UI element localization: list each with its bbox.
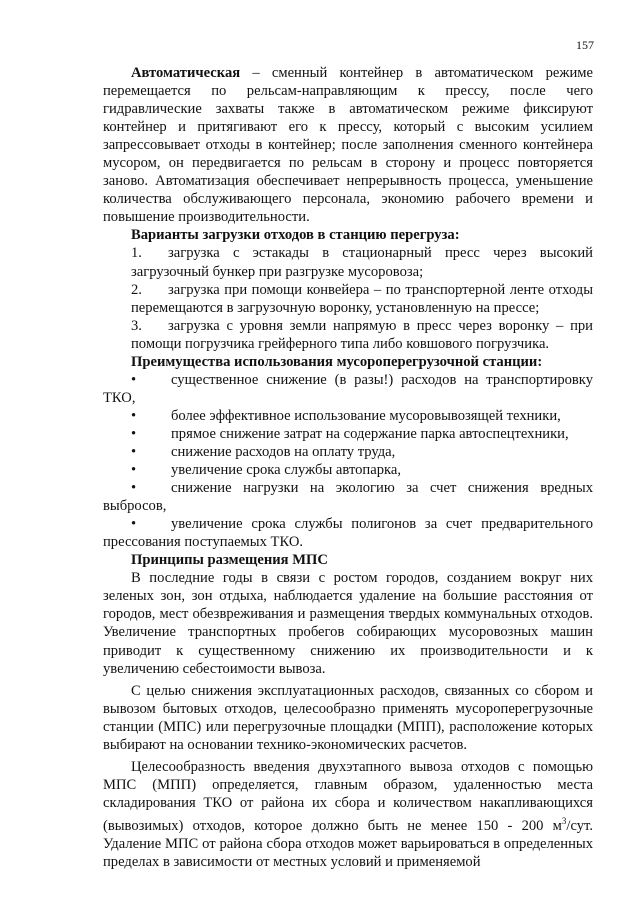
loading-item <box>103 317 593 353</box>
item-text: загрузка с эстакады в стационарный пресс через высокий загрузочный бункер при разгрузке мусоровоза; <box>131 245 593 280</box>
bullet-icon: • <box>131 425 137 442</box>
loading-item <box>103 281 593 317</box>
advantage-item <box>103 407 593 425</box>
advantage-item <box>103 479 593 515</box>
advantage-text: снижение нагрузки на экологию за счет снижения вредных выбросов, <box>103 480 593 515</box>
superscript: 3 <box>561 815 567 826</box>
advantage-text: снижение расходов на оплату труда, <box>171 443 396 460</box>
advantage-text: увеличение срока службы автопарка, <box>171 462 402 479</box>
bullet-icon: • <box>131 480 137 497</box>
intro-term: Автоматическая <box>131 65 241 81</box>
item-number: 2. <box>131 281 142 298</box>
bullet-icon: • <box>131 407 137 424</box>
principles-paragraph: В последние годы в связи с ростом городов, созданием вокруг них зеленых зон, зон отдыха, наблюдается удаление на большие расстояния от городов, мест обезвреживания и размещения твердых коммунальных отходов. Увеличение транспортных пробегов собирающих мусоровозных машин приводит к существенному снижению их производительности и к увеличению себестоимости вывоза. <box>103 570 593 677</box>
paragraph-text: Целесообразность введения двухэтапного вывоза отходов с помощью МПС (МПП) определяется, главным образом, удаленностью места складирования ТКО от района их сбора и количеством накапливающихся (вывозимых) отходов, которое должно быть не менее 150 - 200 м <box>103 758 593 834</box>
advantage-item <box>103 443 593 461</box>
page-body <box>103 64 593 871</box>
intro-paragraph <box>103 64 593 226</box>
advantages-heading: Преимущества использования мусороперегрузочной станции: <box>131 353 543 370</box>
bullet-icon: • <box>131 462 137 479</box>
advantage-item <box>103 425 593 443</box>
item-text: загрузка с уровня земли напрямую в пресс через воронку – при помощи погрузчика грейферного типа либо ковшового погрузчика. <box>131 317 593 352</box>
item-number: 3. <box>131 317 142 334</box>
intro-text: – сменный контейнер в автоматическом режиме перемещается по рельсам-направляющим к прессу, после чего гидравлические захваты также в автоматическом режиме фиксируют контейнер и притягивают его к прессу, который с высоким усилием запрессовывает отходы в контейнер; после заполнения сменного контейнера мусором, он передвигается по рельсам в сторону и процесс повторяется заново. Автоматизация обеспечивает непрерывность процесса, уменьшение количества обслуживающего персонала, экономию рабочего времени и повышение производительности. <box>103 65 593 226</box>
item-number: 1. <box>131 245 142 262</box>
advantage-text: существенное снижение (в разы!) расходов на транспортировку ТКО, <box>103 371 593 406</box>
bullet-icon: • <box>131 516 137 533</box>
loading-heading: Варианты загрузки отходов в станцию перегруза: <box>131 227 460 244</box>
item-text: загрузка при помощи конвейера – по транспортерной ленте отходы перемещаются в загрузочную воронку, установленную на прессе; <box>131 281 593 316</box>
principles-paragraph <box>103 758 593 871</box>
advantage-text: более эффективное использование мусоровывозящей техники, <box>171 407 561 424</box>
page-number: 157 <box>576 38 594 52</box>
advantage-text: прямое снижение затрат на содержание парка автоспецтехники, <box>171 425 569 442</box>
principles-paragraph: С целью снижения эксплуатационных расходов, связанных со сбором и вывозом бытовых отходов, целесообразно применять мусороперегрузочные станции (МПС) или перегрузочные площадки (МПП), расположение которых выбирают на основании технико-экономических расчетов. <box>103 682 593 753</box>
advantage-text: увеличение срока службы полигонов за счет предварительного прессования поступаемых ТКО. <box>103 516 593 551</box>
bullet-icon: • <box>131 371 137 388</box>
advantage-item <box>103 461 593 479</box>
bullet-icon: • <box>131 443 137 460</box>
advantage-item <box>103 515 593 551</box>
principles-heading: Принципы размещения МПС <box>131 552 328 569</box>
loading-item <box>103 244 593 280</box>
paragraph-text: /сут. Удаление МПС от района сбора отходов может варьироваться в определенных пределах в зависимости от местных условий и применяемой <box>103 817 593 870</box>
advantage-item <box>103 371 593 407</box>
